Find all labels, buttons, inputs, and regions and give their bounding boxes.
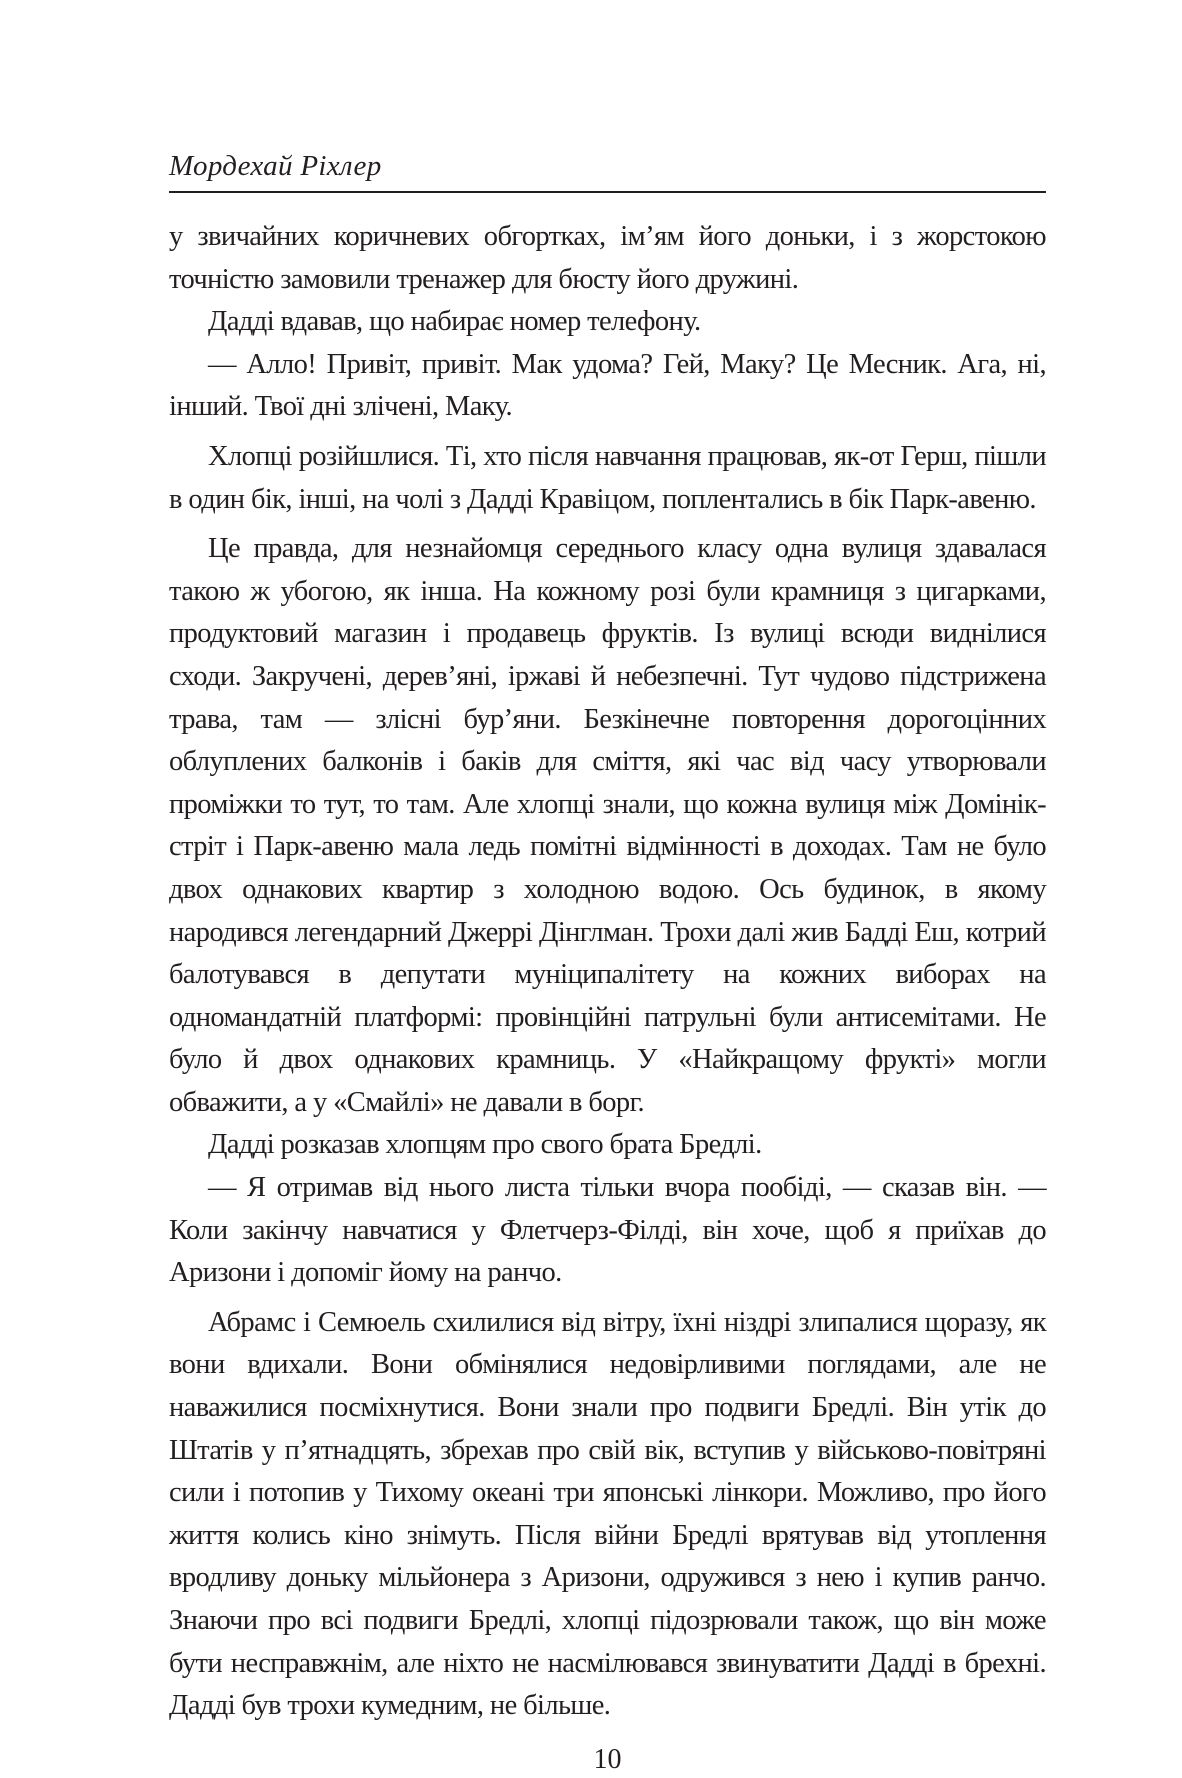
paragraph: — Алло! Привіт, привіт. Мак удома? Гей, Маку? Це Месник. Ага, ні, інший. Твої дні злічені, Маку. [169, 348, 1046, 423]
paragraph: Це правда, для незнайомця середнього класу одна вулиця здавалася такою ж убогою, як інша. На кожному розі були крамниця з цигарками, продуктовий магазин і продавець фруктів. Із вулиці всюди виднілися сходи. Закручені, дерев’яні, іржаві й небезпечні. Тут чудово підстрижена трава, там — злісні бур’яни. Безкінечне повторення дорогоцінних облуплених балконів і баків для сміття, які час від часу утворювали проміжки то тут, то там. Але хлопці знали, що кожна вулиця між Домінік-стріт і Парк-авеню мала ледь помітні відмінності в доходах. Там не було двох однакових квартир з холодною водою. Ось будинок, в якому народився легендарний Джеррі Дінглман. Трохи далі жив Бадді Еш, котрий балотувався в депутати муніципалітету на кожних виборах на одномандатній платформі: провінційні патрульні були антисемітами. Не було й двох однакових крамниць. У «Найкращому фрукті» могли обважити, а у «Смайлі» не давали в борг. [169, 533, 1046, 1118]
paragraph: Дадді розказав хлопцям про свого брата Бредлі. [208, 1129, 762, 1161]
paragraph: Дадді вдавав, що набирає номер телефону. [208, 306, 701, 338]
paragraph: у звичайних коричневих обгортках, ім’ям його доньки, і з жорстокою точністю замовили тренажер для бюсту його дружині. [169, 221, 1046, 295]
header-rule [169, 191, 1046, 193]
paragraph: Хлопці розійшлися. Ті, хто після навчання працював, як-от Герш, пішли в один бік, інші, на чолі з Дадді Кравіцом, поплентались в бік Парк-авеню. [169, 440, 1046, 515]
book-page [169, 0, 1046, 1775]
paragraph: — Я отримав від нього листа тільки вчора пообіді, — сказав він. — Коли закінчу навчатися у Флетчерз-Філді, він хоче, щоб я приїхав до Аризони і допоміг йому на ранчо. [169, 1172, 1046, 1289]
paragraph: Абрамс і Семюель схилилися від вітру, їхні ніздрі злипалися щоразу, як вони вдихали. Вони обмінялися недовірливими поглядами, але не наважилися посміхнутися. Вони знали про подвиги Бредлі. Він утік до Штатів у п’ятнадцять, збрехав про свій вік, вступив у військово-повітряні сили і потопив у Тихому океані три японські лінкори. Можливо, про його життя колись кіно знімуть. Після війни Бредлі врятував від утоплення вродливу доньку мільйонера з Аризони, одружився з нею і купив ранчо. Знаючи про всі подвиги Бредлі, хлопці підозрювали також, що він може бути несправжнім, але ніхто не насмілювався звинуватити Дадді в брехні. Дадді був трохи кумедним, не більше. [169, 1306, 1046, 1722]
body-text [169, 216, 1046, 1728]
page-number: 10 [593, 1744, 622, 1775]
running-head-author: Мордехай Ріхлер [169, 150, 382, 182]
